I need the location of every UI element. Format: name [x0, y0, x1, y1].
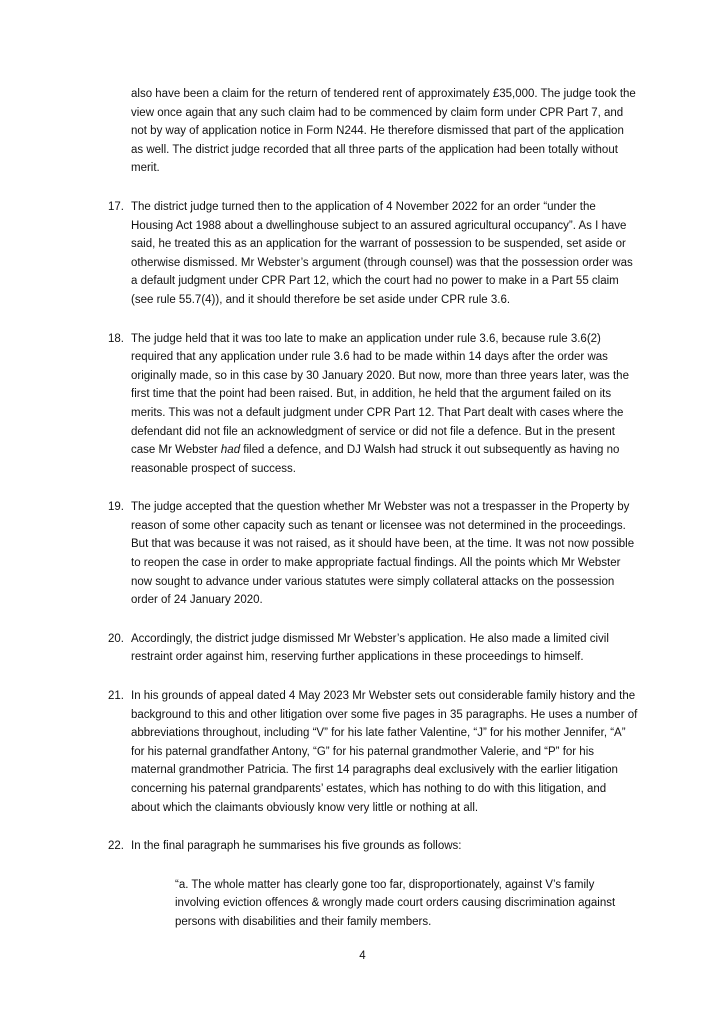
block-quote: “a. The whole matter has clearly gone too far, disproportionately, against V’s family involving eviction offences & wrongly made court orders causing discrimination against persons with disabilities and their family members.: [175, 878, 616, 928]
paragraph-number: 20.: [108, 632, 124, 645]
paragraph-text: The judge accepted that the question whether Mr Webster was not a trespasser in the Property by reason of some other capacity such as tenant or licensee was not determined in the proceedings. But that was because it was not raised, as it should have been, at the time. It was not now possible to reopen the case in order to make appropriate factual findings. All the points which Mr Webster now sought to advance under various statutes were simply collateral attacks on the possession order of 24 January 2020.: [131, 501, 635, 607]
paragraph-text: In the final paragraph he summarises his five grounds as follows:: [131, 840, 462, 853]
paragraph-number: 17.: [108, 200, 124, 213]
paragraph-17: [108, 198, 638, 310]
paragraph-text: In his grounds of appeal dated 4 May 2023 Mr Webster sets out considerable family history and the background to this and other litigation over some five pages in 35 paragraphs. He uses a number of abbreviations throughout, including “V” for his late father Valentine, “J” for his mother Jennifer, “A” for his paternal grandfather Antony, “G” for his paternal grandmother Valerie, and “P” for his maternal grandmother Patricia. The first 14 paragraphs deal exclusively with the earlier litigation concerning his paternal grandparents’ estates, which has nothing to do with this litigation, and about which the claimants obviously know very little or nothing at all.: [131, 690, 638, 814]
document-body: [108, 85, 638, 932]
paragraph-number: 19.: [108, 501, 124, 514]
paragraph-21: [108, 687, 638, 817]
paragraph-emphasis: had: [220, 444, 241, 457]
paragraph-22: [108, 837, 638, 856]
page-number: 4: [359, 950, 366, 962]
paragraph-text-part: filed a defence, and DJ Walsh had struck it out subsequently as having no reasonable prospect of success.: [131, 444, 620, 475]
paragraph-text: The district judge turned then to the application of 4 November 2022 for an order “under the Housing Act 1988 about a dwellinghouse subject to an assured agricultural occupancy”. As I have said, he treated this as an application for the warrant of possession to be suspended, set aside or otherwise dismissed. Mr Webster’s argument (through counsel) was that the possession order was a default judgment under CPR Part 12, which the court had no power to make in a Part 55 claim (see rule 55.7(4)), and it should therefore be set aside under CPR rule 3.6.: [131, 200, 633, 306]
paragraph-text-part: The judge held that it was too late to make an application under rule 3.6, because rule 3.6(2) required that any application under rule 3.6 had to be made within 14 days after the order was originally made, so in this case by 30 January 2020. But now, more than three years later, was the first time that the point had been raised. But, in addition, he held that the argument failed on its merits. This was not a default judgment under CPR Part 12. That Part dealt with cases where the defendant did not file an acknowledgment of service or did not file a defence. But in the present case Mr Webster: [131, 332, 629, 457]
paragraph-text: Accordingly, the district judge dismissed Mr Webster’s application. He also made a limited civil restraint order against him, reserving further applications in these proceedings to himself.: [131, 632, 609, 664]
paragraph-19: [108, 498, 638, 610]
paragraph-20: [108, 630, 638, 667]
paragraph-text: also have been a claim for the return of tendered rent of approximately £35,000. The judge took the view once again that any such claim had to be commenced by claim form under CPR Part 7, and not by way of application notice in Form N244. He therefore dismissed that part of the application as well. The district judge recorded that all three parts of the application had been totally without merit.: [131, 88, 636, 175]
paragraph-18: [108, 330, 638, 479]
paragraph-number: 21.: [108, 690, 124, 703]
paragraph-number: 22.: [108, 840, 124, 853]
paragraph-16-continuation: [108, 85, 638, 178]
paragraph-number: 18.: [108, 332, 124, 345]
